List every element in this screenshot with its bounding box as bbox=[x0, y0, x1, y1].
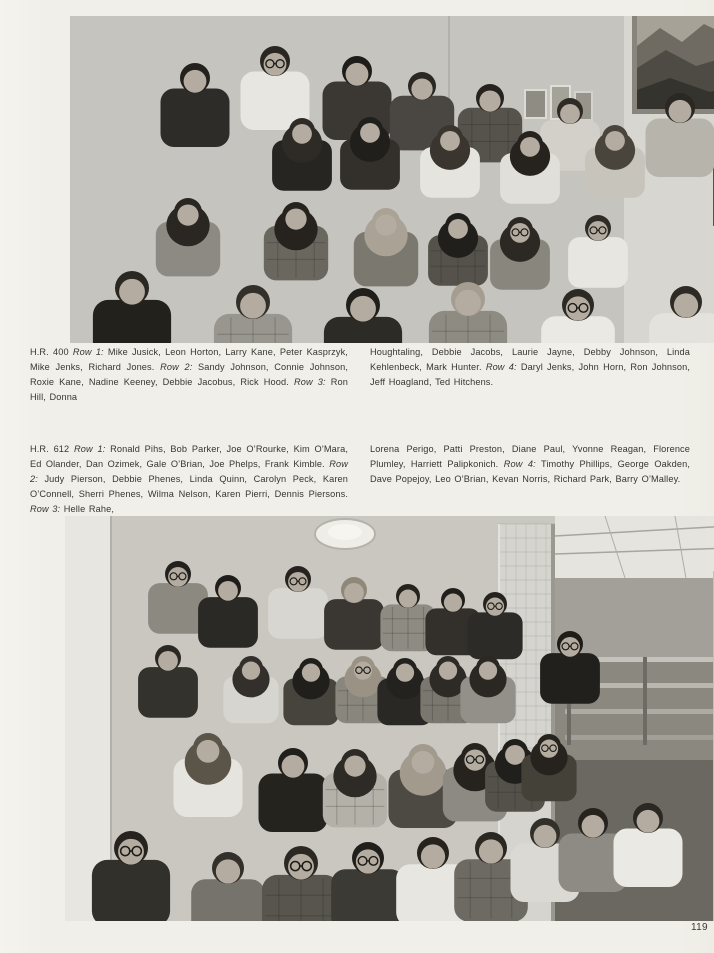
names-text: Houghtaling, Debbie Jacobs, Laurie Jayne, Debby Johnson, Linda Kehlenbeck, Mark Hunter. bbox=[370, 347, 690, 373]
names-text: H.R. 400 bbox=[30, 347, 73, 358]
row-label: Row 1: bbox=[74, 444, 106, 455]
caption-hr400-right-column bbox=[370, 345, 690, 405]
names-text: H.R. 612 bbox=[30, 444, 74, 455]
names-text: Ronald Pihs, Bob Parker, Joe O’Rourke, Kim O’Mara, Ed Olander, Dan Ozimek, Gale O’Brian, Joe Phelps, Frank Kimble. bbox=[30, 444, 348, 470]
row-label: Row 2: bbox=[30, 459, 348, 485]
names-text: Ron Hill, Donna bbox=[30, 377, 349, 403]
names-text: Lorena Perigo, Patti Preston, Diane Paul, Yvonne Reagan, Florence Plumley, Harriett Palipkonich. bbox=[370, 444, 690, 470]
row-label: Row 3: bbox=[30, 504, 61, 515]
names-text: Judy Pierson, Debbie Phenes, Linda Quinn, Carolyn Peck, Karen O’Connell, Sherri Phenes, Wilma Nelson, Karen Pierri, Dennis Piersons. bbox=[30, 474, 348, 500]
names-text: Sandy Johnson, Connie Johnson, Roxie Kane, Nadine Keeney, Debbie Jacobus, Rick Hood. bbox=[30, 362, 349, 388]
class-photo-hr400 bbox=[70, 16, 714, 343]
names-text: Helle Rahe, bbox=[60, 504, 115, 515]
class-photo-hr400-graphic bbox=[70, 16, 714, 343]
caption-hr612-left-column bbox=[30, 442, 348, 517]
row-label: Row 1: bbox=[72, 347, 104, 358]
row-label: Row 3: bbox=[294, 377, 326, 388]
left-bright-wall bbox=[65, 516, 110, 921]
row-label: Row 4: bbox=[503, 459, 536, 470]
row-label: Row 2: bbox=[160, 362, 193, 373]
ceiling-light bbox=[315, 519, 375, 549]
page-number: 119 bbox=[691, 922, 708, 933]
row-label: Row 4: bbox=[485, 362, 517, 373]
names-text: Timothy Phillips, George Oakden, Dave Popejoy, Leo O’Brian, Kevan Norris, Richard Park, Barry O’Malley. bbox=[370, 459, 690, 485]
class-photo-hr612 bbox=[65, 516, 714, 921]
caption-hr612 bbox=[30, 433, 690, 526]
caption-hr400-left-column bbox=[30, 345, 348, 405]
caption-hr612-right-column bbox=[370, 442, 690, 517]
names-text: Daryl Jenks, John Horn, Ron Johnson, Jeff Hoagland, Ted Hitchens. bbox=[370, 362, 690, 388]
caption-hr400 bbox=[30, 336, 690, 414]
names-text: Mike Jusick, Leon Horton, Larry Kane, Peter Kasprzyk, Mike Jenks, Richard Jones. bbox=[30, 347, 348, 373]
class-photo-hr612-graphic bbox=[65, 516, 714, 921]
